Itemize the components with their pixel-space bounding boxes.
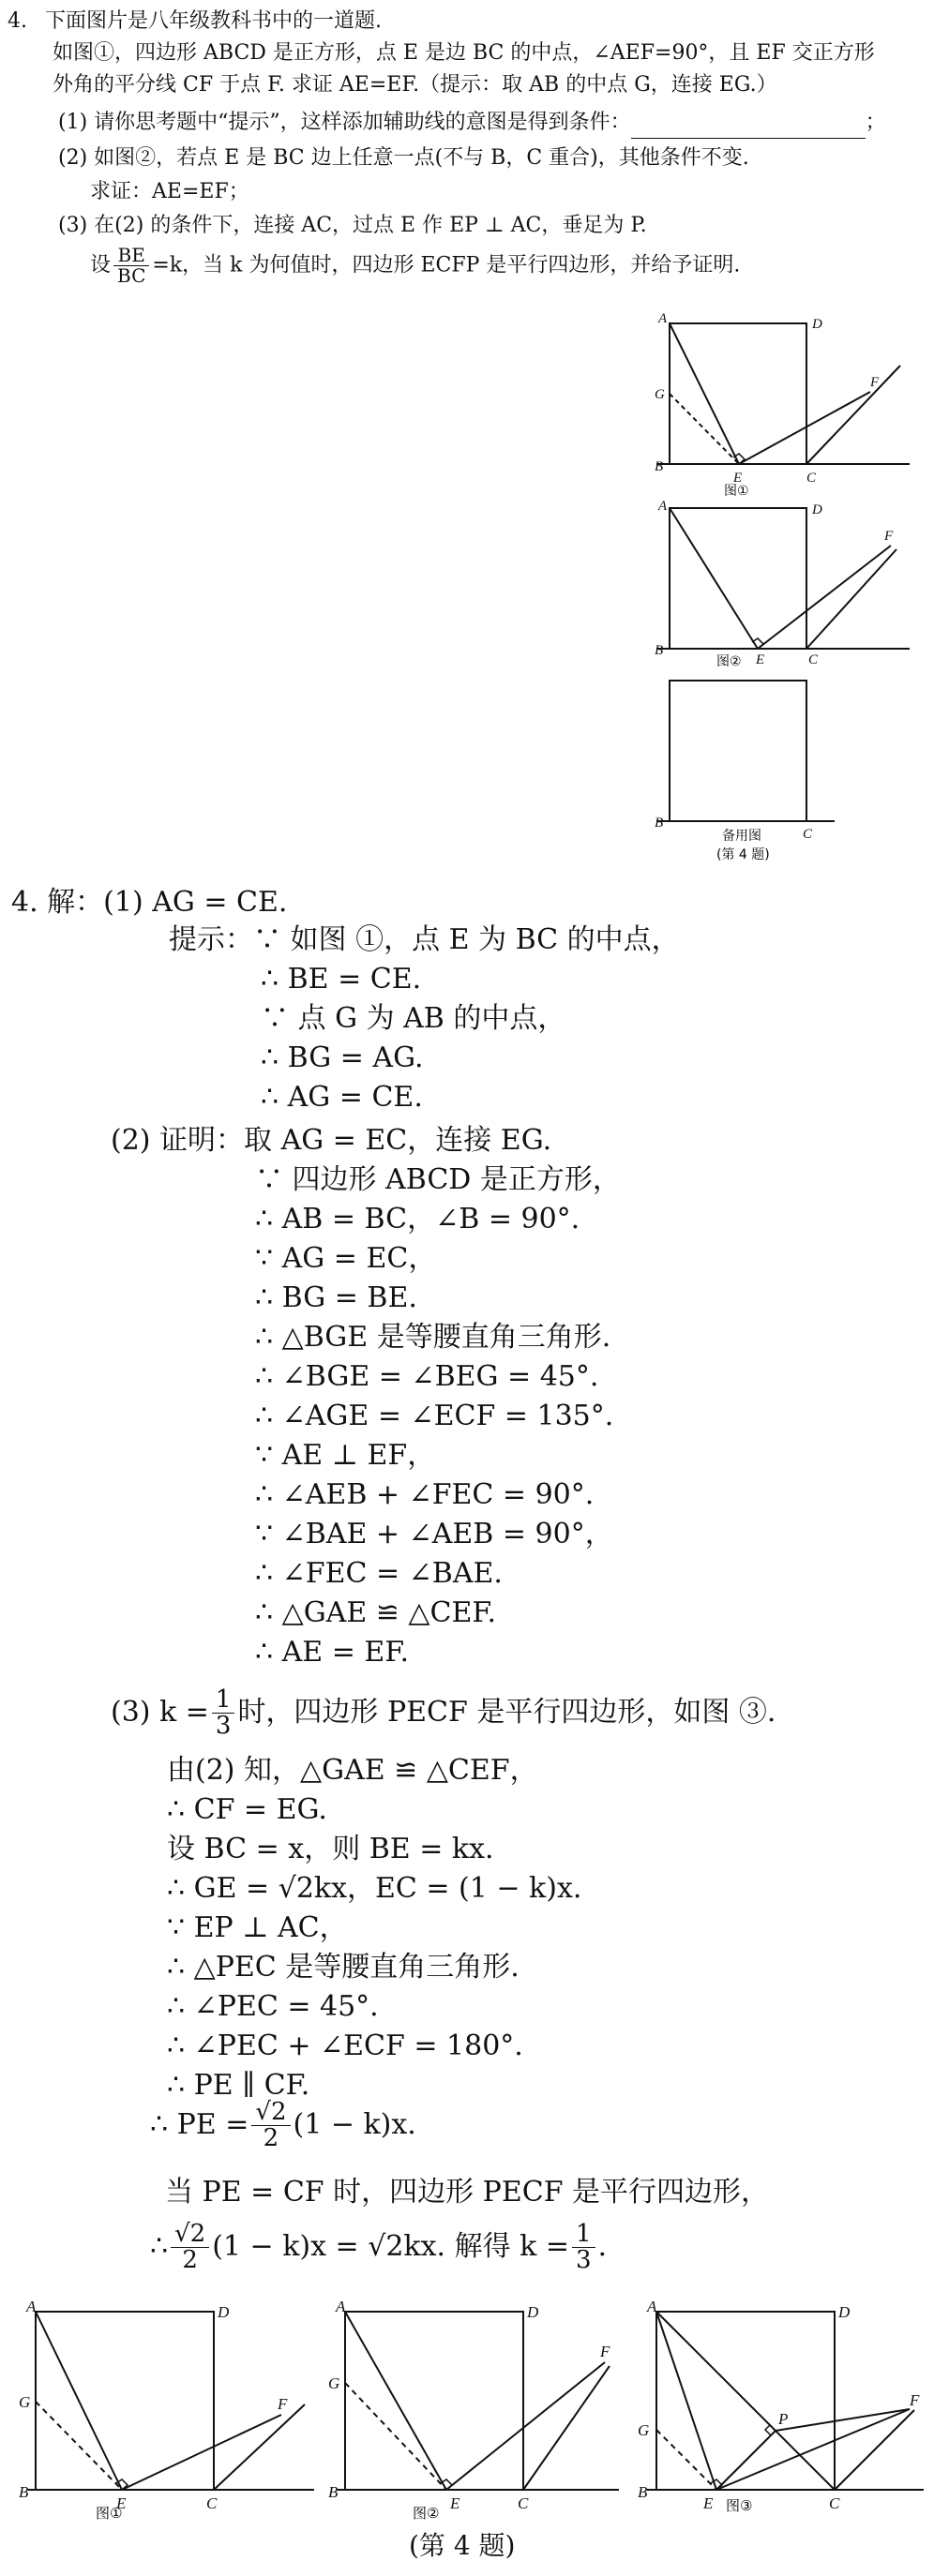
frac-num: 1 <box>212 1687 235 1714</box>
label-b: B <box>638 2483 648 2501</box>
bisector-cf <box>806 549 896 649</box>
fig1-caption: 图① <box>724 484 749 497</box>
solution-part-2-head: (2) 证明：取 AG = EC，连接 EG. <box>111 1124 552 1157</box>
label-e: E <box>756 652 765 667</box>
label-d: D <box>218 2303 230 2321</box>
solution-line: ∵ AG = EC， <box>255 1242 437 1275</box>
problem-part-2-proof: 求证：AE=EF； <box>90 180 249 203</box>
label-b: B <box>328 2483 339 2501</box>
k-fraction <box>113 246 149 286</box>
bisector-cf <box>214 2404 305 2490</box>
solution-part-1 <box>169 921 680 1117</box>
segment-ef <box>716 2409 910 2490</box>
problem-line-1: 如图①，四边形 ABCD 是正方形，点 E 是边 BC 的中点，∠AEF=90°，且 EF 交正方形 <box>53 41 875 65</box>
final-fraction <box>171 2222 209 2274</box>
spare-figure-caption: 备用图 <box>722 829 761 844</box>
label-c: C <box>829 2494 840 2512</box>
bottom-figure-3 <box>628 2297 928 2522</box>
figure-1-svg <box>619 309 919 497</box>
pe-suffix: (1 − k)x. <box>293 2107 416 2141</box>
pe-fraction <box>251 2100 290 2152</box>
solution-line: ∴ BG = AG. <box>261 1041 424 1074</box>
segment-ae <box>670 508 758 649</box>
bottom-fig1-svg <box>9 2297 319 2522</box>
problem-part-1 <box>58 107 886 139</box>
p3-rest: 时，四边形 PECF 是平行四边形，如图 ③. <box>237 1695 776 1729</box>
frac-num: 1 <box>572 2222 595 2248</box>
segment-ef <box>122 2415 281 2490</box>
figure-3-svg <box>619 673 919 870</box>
label-f: F <box>600 2343 610 2360</box>
segment-ep <box>716 2431 776 2490</box>
label-c: C <box>206 2494 218 2512</box>
diagonal-ac <box>656 2312 835 2490</box>
square-abcd <box>670 323 806 464</box>
segment-ae <box>36 2312 122 2490</box>
square-abcd <box>345 2312 523 2490</box>
bottom-fig3-caption: 图③ <box>726 2497 753 2514</box>
label-g: G <box>328 2374 340 2392</box>
solution-line: ∴ ∠AEB + ∠FEC = 90°. <box>255 1478 595 1511</box>
frac-num: BE <box>113 246 149 266</box>
solution-part-2 <box>255 1161 621 1672</box>
frac-den: BC <box>117 264 146 287</box>
problem-part-3: (3) 在(2) 的条件下，连接 AC，过点 E 作 EP ⊥ AC，垂足为 P. <box>58 214 647 237</box>
top-figure-3 <box>619 673 919 870</box>
segment-pf <box>776 2409 910 2431</box>
bottom-problem-caption: (第 4 题) <box>409 2530 516 2561</box>
bottom-fig2-svg <box>319 2297 628 2522</box>
bottom-figure-2 <box>319 2297 628 2522</box>
label-a: A <box>26 2298 37 2315</box>
label-b: B <box>655 459 664 474</box>
label-a: A <box>336 2298 346 2315</box>
segment-ef <box>739 392 870 464</box>
frac-den: 2 <box>182 2246 198 2275</box>
label-c: C <box>808 652 819 667</box>
square-abcd <box>36 2312 214 2490</box>
problem-number: 4. <box>8 9 27 33</box>
solution-line: ∴ ∠FEC = ∠BAE. <box>255 1557 503 1590</box>
problem-line-2: 外角的平分线 CF 于点 F. 求证 AE=EF.（提示：取 AB 的中点 G，连接 EG.） <box>53 73 777 97</box>
condition-line: 当 PE = CF 时，四边形 PECF 是平行四边形， <box>165 2176 770 2209</box>
label-d: D <box>812 502 822 517</box>
solution-line: ∴ BE = CE. <box>261 963 422 996</box>
top-figure-2 <box>619 497 919 670</box>
label-a: A <box>658 311 668 326</box>
solution-line: ∴ ∠BGE = ∠BEG = 45°. <box>255 1360 599 1393</box>
bottom-fig3-svg <box>628 2297 928 2522</box>
segment-ae <box>345 2312 446 2490</box>
segment-ef <box>446 2362 605 2490</box>
label-g: G <box>655 387 665 402</box>
segment-ae <box>670 323 739 464</box>
label-f: F <box>910 2391 920 2409</box>
dashed-ge <box>36 2402 122 2490</box>
figure-2-svg <box>619 497 919 670</box>
solution-line: ∴ ∠PEC + ∠ECF = 180°. <box>167 2029 523 2062</box>
segment-ef <box>758 546 891 649</box>
solution-line: ∴ △BGE 是等腰直角三角形. <box>255 1321 611 1354</box>
bottom-fig2-caption: 图② <box>413 2505 440 2522</box>
frac-num: √2 <box>171 2222 209 2248</box>
label-f: F <box>870 375 880 390</box>
solution-line: ∴ ∠AGE = ∠ECF = 135°. <box>255 1400 614 1432</box>
problem-intro: 下面图片是八年级教科书中的一道题. <box>45 9 382 33</box>
solution-line: ∴ AE = EF. <box>255 1636 409 1669</box>
label-a: A <box>658 499 668 514</box>
label-c: C <box>518 2494 529 2512</box>
label-f: F <box>884 529 894 544</box>
p3-k: (3) k = <box>111 1695 209 1729</box>
solution-line: ∴ PE ∥ CF. <box>167 2069 310 2102</box>
final-equation <box>150 2222 607 2274</box>
label-c: C <box>806 471 817 486</box>
final-prefix: ∴ <box>150 2229 169 2263</box>
solution-head: 4. 解：(1) AG = CE. <box>11 886 288 919</box>
pe-expression <box>150 2100 416 2152</box>
label-e: E <box>733 471 743 486</box>
solution-line: ∵ 点 G 为 AB 的中点， <box>261 1002 566 1035</box>
solution-line: ∵ EP ⊥ AC， <box>167 1911 348 1944</box>
bisector-cf <box>523 2366 610 2490</box>
solution-line: ∵ 四边形 ABCD 是正方形， <box>255 1163 621 1196</box>
label-b: B <box>655 816 664 831</box>
fig2-caption: 图② <box>716 654 742 669</box>
bottom-figure-1 <box>9 2297 319 2522</box>
solution-line: ∴ GE = √2kx，EC = (1 − k)x. <box>167 1872 582 1905</box>
solution-line: 设 BC = x，则 BE = kx. <box>167 1833 494 1865</box>
label-b: B <box>19 2483 29 2501</box>
solution-line: 提示：∵ 如图 ①，点 E 为 BC 的中点， <box>169 923 680 956</box>
answer-blank <box>631 117 866 139</box>
solution-part-3 <box>167 1751 581 2105</box>
square-abcd <box>670 681 806 821</box>
label-g: G <box>19 2393 31 2411</box>
segment-ae <box>656 2312 716 2490</box>
frac-den: 2 <box>263 2124 279 2153</box>
solution-part-3-head <box>111 1687 776 1740</box>
final-end: . <box>597 2229 608 2263</box>
dashed-ge <box>670 394 739 464</box>
label-e: E <box>116 2494 127 2512</box>
bottom-fig1-caption: 图① <box>96 2505 123 2522</box>
set-rest: =k，当 k 为何值时，四边形 ECFP 是平行四边形，并给予证明. <box>152 253 741 277</box>
frac-den: 3 <box>575 2246 592 2275</box>
problem-part-2: (2) 如图②，若点 E 是 BC 边上任意一点(不与 B，C 重合)，其他条件不变. <box>58 146 749 170</box>
part-1-text: (1) 请你思考题中“提示”，这样添加辅助线的意图是得到条件： <box>58 111 631 134</box>
part-1-end: ； <box>865 111 886 134</box>
right-angle-mark-p <box>765 2425 771 2435</box>
solution-line: 由(2) 知，△GAE ≌ △CEF， <box>167 1754 538 1787</box>
set-label: 设 <box>90 253 112 277</box>
top-problem-caption: (第 4 题) <box>716 847 770 862</box>
label-a: A <box>647 2298 657 2315</box>
label-e: E <box>703 2494 714 2512</box>
label-c: C <box>803 827 813 842</box>
solution-line: ∴ ∠PEC = 45°. <box>167 1990 379 2023</box>
label-d: D <box>812 317 822 332</box>
label-e: E <box>450 2494 460 2512</box>
problem-part-3-set <box>90 246 740 286</box>
label-p: P <box>778 2410 789 2428</box>
solution-line: ∴ △PEC 是等腰直角三角形. <box>167 1951 520 1984</box>
k-value-fraction <box>212 1687 235 1740</box>
label-d: D <box>527 2303 539 2321</box>
pe-prefix: ∴ PE = <box>150 2107 249 2141</box>
frac-den: 3 <box>215 1712 232 1741</box>
final-middle: (1 − k)x = √2kx. 解得 k = <box>212 2229 569 2263</box>
solution-line: ∴ AG = CE. <box>261 1081 423 1114</box>
label-b: B <box>655 643 664 658</box>
label-f: F <box>278 2395 288 2413</box>
top-figure-1 <box>619 309 919 497</box>
solution-line: ∵ AE ⊥ EF， <box>255 1439 436 1472</box>
solution-line: ∴ AB = BC，∠B = 90°. <box>255 1203 580 1236</box>
solution-line: ∴ △GAE ≌ △CEF. <box>255 1596 497 1629</box>
bisector-cf <box>835 2410 914 2490</box>
solution-line: ∴ CF = EG. <box>167 1793 327 1826</box>
dashed-ge <box>656 2430 716 2490</box>
solution-line: ∴ BG = BE. <box>255 1281 417 1314</box>
solution-line: ∵ ∠BAE + ∠AEB = 90°， <box>255 1518 613 1550</box>
frac-num: √2 <box>251 2100 290 2126</box>
label-g: G <box>638 2421 650 2439</box>
final-k-fraction <box>572 2222 595 2274</box>
bisector-cf <box>806 366 900 464</box>
label-d: D <box>838 2303 851 2321</box>
